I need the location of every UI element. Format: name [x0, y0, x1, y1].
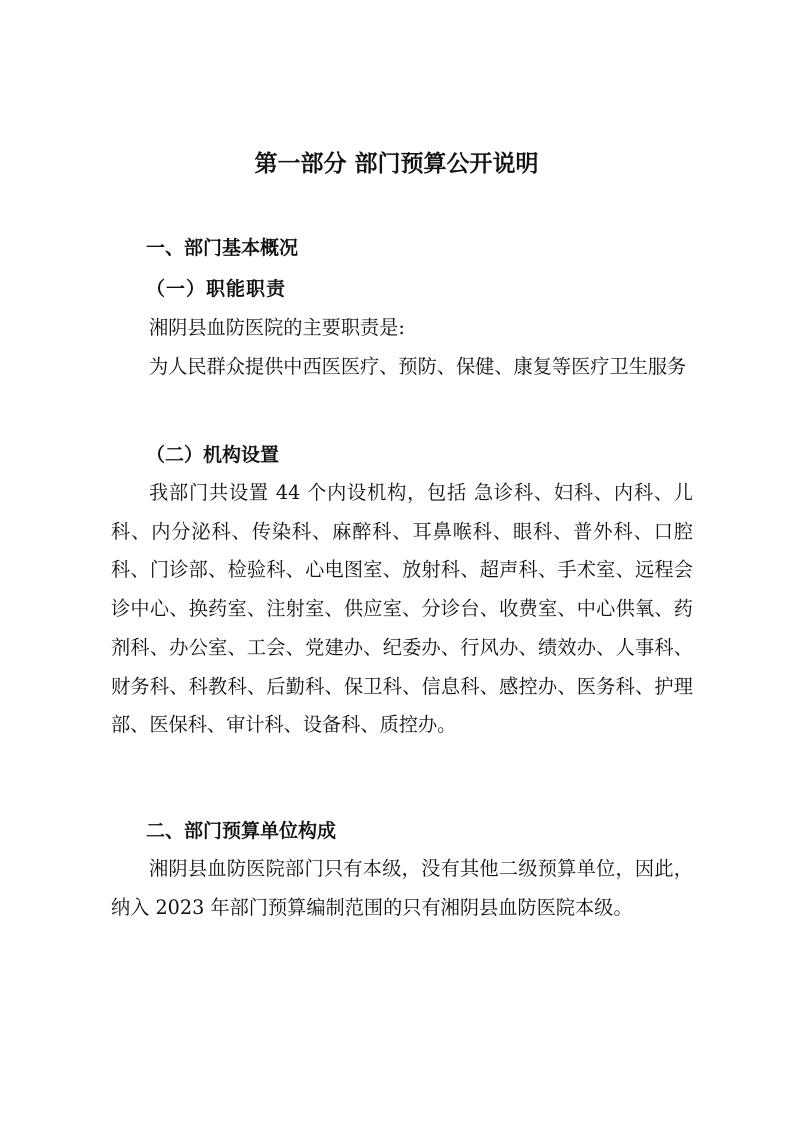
budget-units-paragraph: 湘阴县血防医院部门只有本级，没有其他二级预算单位，因此，纳入 2023 年部门预算编制范围的只有湘阴县血防医院本级。: [111, 857, 693, 919]
functions-intro-paragraph: 湘阴县血防医院的主要职责是:: [149, 316, 405, 339]
subsection-heading-organization: （二）机构设置: [146, 444, 280, 466]
page-title: 第一部分 部门预算公开说明: [254, 151, 539, 177]
section-heading-basic-overview: 一、部门基本概况: [146, 237, 299, 259]
functions-duty-paragraph: 为人民群众提供中西医医疗、预防、保健、康复等医疗卫生服务: [149, 355, 687, 378]
subsection-heading-functions: （一）职能职责: [146, 278, 287, 300]
section-heading-budget-units: 二、部门预算单位构成: [146, 820, 337, 842]
organization-paragraph: 我部门共设置 44 个内设机构，包括 急诊科、妇科、内科、儿科、内分泌科、传染科、麻醉科、耳鼻喉科、眼科、普外科、口腔科、门诊部、检验科、心电图室、放射科、超声科、手术室、远程会诊中心、换药室、注射室、供应室、分诊台、收费室、中心供氧、药剂科、办公室、工会、党建办、纪委办、行风办、绩效办、人事科、财务科、科教科、后勤科、保卫科、信息科、感控办、医务科、护理部、医保科、审计科、设备科、质控办。: [111, 481, 693, 737]
